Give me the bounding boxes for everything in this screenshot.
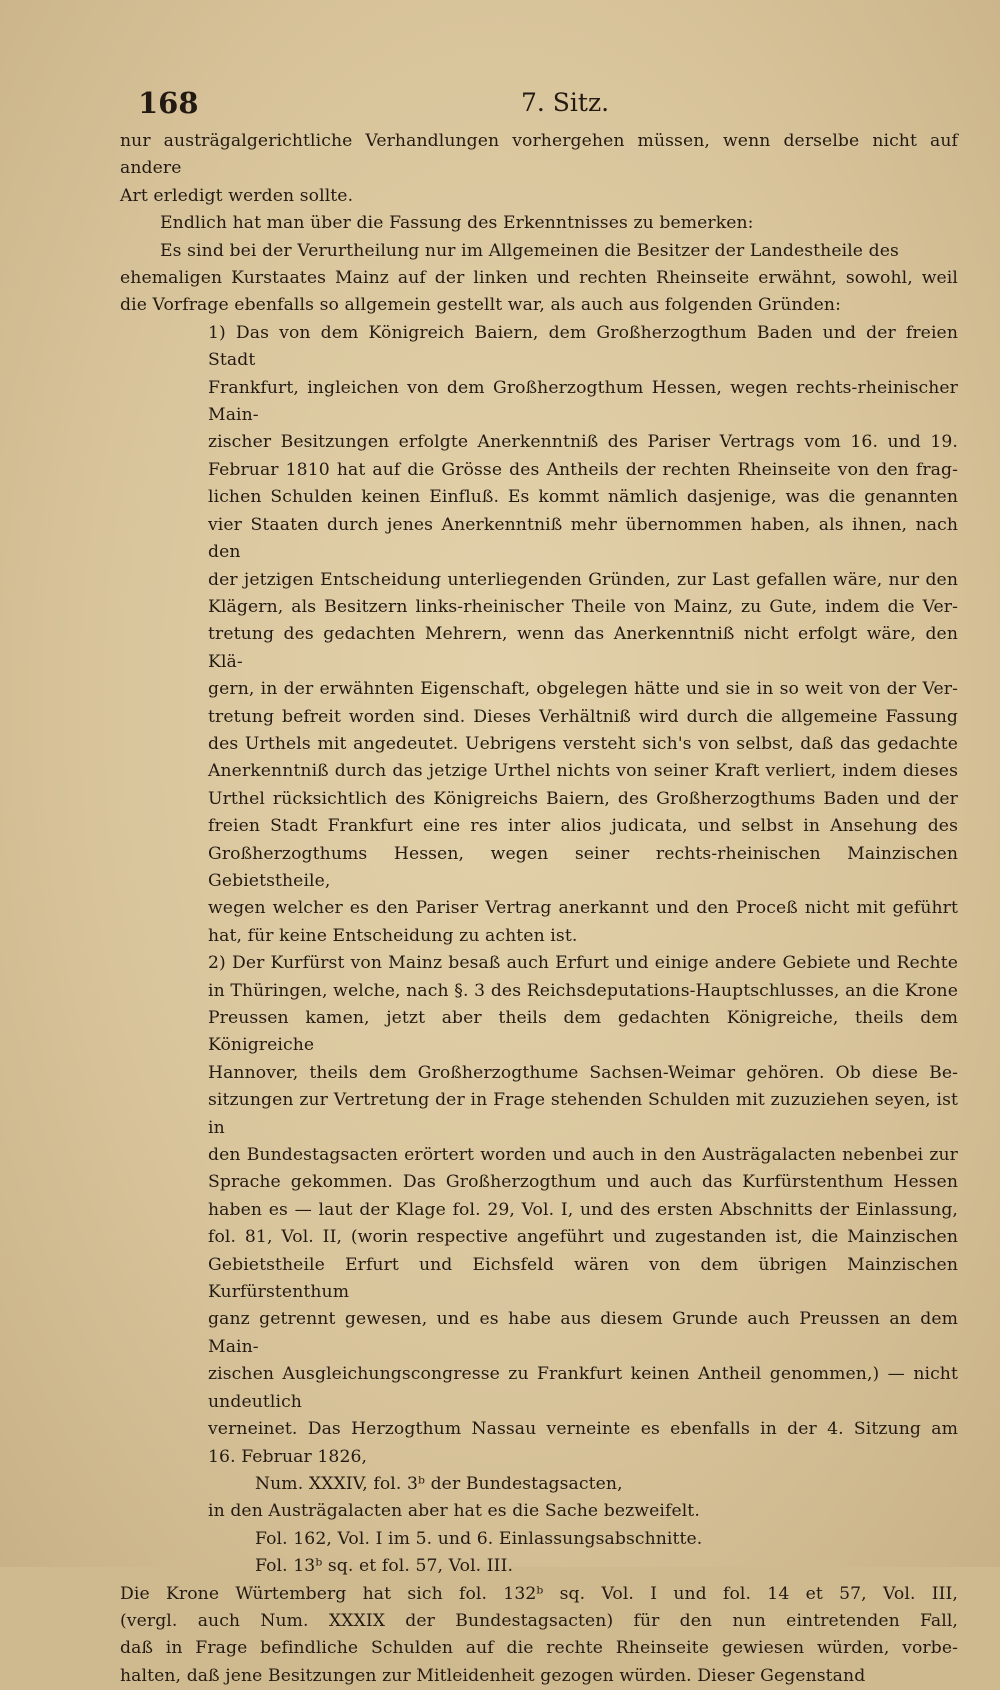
text-line: vier Staaten durch jenes Anerkenntniß mehr übernommen haben, als ihnen, nach den (208, 514, 958, 563)
paragraph (120, 1471, 958, 1498)
text-line: Es sind bei der Verurtheilung nur im Allgemeinen die Besitzer der Landestheile des (160, 240, 899, 261)
text-line: Urthel rücksichtlich des Königreichs Baiern, des Großherzogthums Baden und der (208, 788, 958, 809)
paragraph (120, 210, 958, 237)
text-line: den Bundestagsacten erörtert worden und auch in den Austrägalacten nebenbei zur (208, 1145, 958, 1166)
paragraph (120, 128, 958, 210)
paragraph (120, 1498, 958, 1525)
text-line: Sprache gekommen. Das Großherzogthum und auch das Kurfürstenthum Hessen (208, 1172, 958, 1193)
text-line: zischer Besitzungen erfolgte Anerkenntniß des Pariser Vertrags vom 16. und 19. (208, 432, 958, 453)
paragraph (120, 265, 958, 320)
text-line: Preussen kamen, jetzt aber theils dem gedachten Königreiche, theils dem Königreiche (208, 1008, 958, 1056)
text-line: Anerkenntniß durch das jetzige Urthel nichts von seiner Kraft verliert, indem dieses (208, 761, 958, 782)
text-line: gern, in der erwähnten Eigenschaft, obgelegen hätte und sie in so weit von der Ver- (208, 679, 958, 700)
text-line: tretung des gedachten Mehrern, wenn das Anerkenntniß nicht erfolgt wäre, den Klä- (208, 624, 958, 672)
text-line: in Thüringen, welche, nach §. 3 des Reichsdeputations-Hauptschlusses, an die Krone (208, 980, 958, 1001)
text-line: freien Stadt Frankfurt eine res inter alios judicata, und selbst in Ansehung des (208, 816, 958, 837)
text-line: des Urthels mit angedeutet. Uebrigens versteht sich's von selbst, daß das gedachte (208, 733, 958, 754)
text-line: ganz getrennt gewesen, und es habe aus diesem Grunde auch Preussen an dem Main- (208, 1309, 958, 1357)
text-line: daß in Frage befindliche Schulden auf die rechte Rheinseite gewiesen würden, vorbe- (120, 1638, 958, 1659)
paragraph (120, 950, 958, 1471)
text-line: fol. 81, Vol. II, (worin respective angeführt und zugestanden ist, die Mainzischen (208, 1227, 958, 1248)
text-line: Num. XXXIV, fol. 3ᵇ der Bundestagsacten, (255, 1473, 623, 1494)
text-line: tretung befreit worden sind. Dieses Verhältniß wird durch die allgemeine Fassung (208, 706, 958, 727)
paragraph (120, 1581, 958, 1690)
text-line: Großherzogthums Hessen, wegen seiner rechts-rheinischen Mainzischen Gebietstheile, (208, 843, 958, 891)
page-header (138, 86, 958, 126)
text-line: 2) Der Kurfürst von Mainz besaß auch Erfurt und einige andere Gebiete und Rechte (208, 953, 958, 974)
text-line: Art erledigt werden sollte. (120, 185, 354, 206)
running-head: 7. Sitz. (521, 88, 610, 117)
text-line: 1) Das von dem Königreich Baiern, dem Großherzogthum Baden und der freien Stadt (208, 322, 958, 371)
text-line: verneinet. Das Herzogthum Nassau verneinte es ebenfalls in der 4. Sitzung am (208, 1419, 958, 1440)
paragraph (120, 238, 958, 265)
text-line: Die Krone Würtemberg hat sich fol. 132ᵇ sq. Vol. I und fol. 14 et 57, Vol. III, (120, 1583, 958, 1604)
text-line: Endlich hat man über die Fassung des Erkenntnisses zu bemerken: (160, 213, 754, 234)
text-line: ehemaligen Kurstaates Mainz auf der linken und rechten Rheinseite erwähnt, sowohl, weil (120, 268, 958, 289)
text-line: Hannover, theils dem Großherzogthume Sachsen-Weimar gehören. Ob diese Be- (208, 1062, 958, 1083)
text-line: die Vorfrage ebenfalls so allgemein gestellt war, als auch aus folgenden Gründen: (120, 295, 841, 316)
paragraph (120, 320, 958, 950)
body-text (120, 128, 958, 1690)
text-line: Gebietstheile Erfurt und Eichsfeld wären von dem übrigen Mainzischen Kurfürstenthum (208, 1254, 958, 1303)
text-line: zischen Ausgleichungscongresse zu Frankfurt keinen Antheil genommen,) — nicht undeutlich (208, 1364, 958, 1412)
text-line: sitzungen zur Vertretung der in Frage stehenden Schulden mit zuzuziehen seyen, ist in (208, 1090, 958, 1138)
text-line: wegen welcher es den Pariser Vertrag anerkannt und den Proceß nicht mit geführt (208, 898, 958, 919)
text-line: haben es — laut der Klage fol. 29, Vol. I, und des ersten Abschnitts der Einlassung, (208, 1199, 958, 1220)
text-line: lichen Schulden keinen Einfluß. Es kommt nämlich dasjenige, was die genannten (208, 487, 958, 508)
text-line: Fol. 13ᵇ sq. et fol. 57, Vol. III. (255, 1556, 514, 1577)
text-line: 16. Februar 1826, (208, 1446, 368, 1467)
paragraph (120, 1526, 958, 1553)
text-line: Februar 1810 hat auf die Grösse des Antheils der rechten Rheinseite von den frag- (208, 459, 958, 480)
text-line: (vergl. auch Num. XXXIX der Bundestagsacten) für den nun eintretenden Fall, (120, 1610, 958, 1631)
text-line: hat, für keine Entscheidung zu achten ist. (208, 925, 578, 946)
page-number: 168 (138, 86, 199, 120)
text-line: der jetzigen Entscheidung unterliegenden Gründen, zur Last gefallen wäre, nur den (208, 569, 958, 590)
text-line: Klägern, als Besitzern links-rheinischer Theile von Mainz, zu Gute, indem die Ver- (208, 596, 958, 617)
text-line: Frankfurt, ingleichen von dem Großherzogthum Hessen, wegen rechts-rheinischer Main- (208, 377, 958, 426)
text-line: in den Austrägalacten aber hat es die Sache bezweifelt. (208, 1501, 700, 1522)
text-line: halten, daß jene Besitzungen zur Mitleidenheit gezogen würden. Dieser Gegenstand (120, 1665, 866, 1686)
text-line: nur austrägalgerichtliche Verhandlungen vorhergehen müssen, wenn derselbe nicht auf andere (120, 131, 958, 179)
text-line: Fol. 162, Vol. I im 5. und 6. Einlassungsabschnitte. (255, 1528, 703, 1549)
